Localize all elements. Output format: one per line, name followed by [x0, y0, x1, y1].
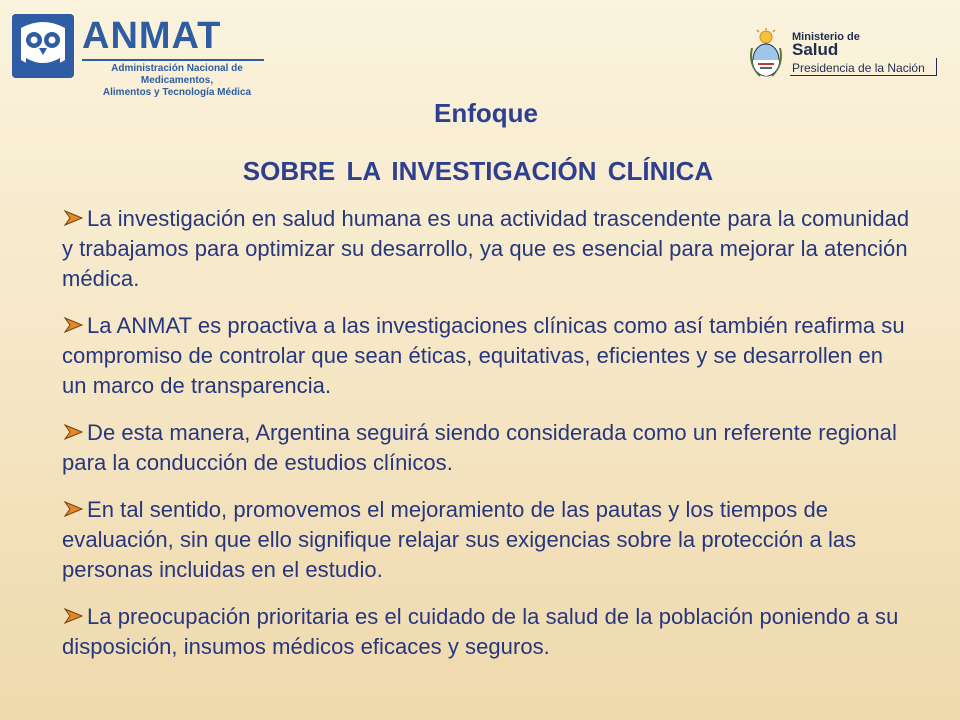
arrow-bullet-icon: [62, 500, 86, 518]
bullet-item: [62, 204, 912, 294]
anmat-owl-icon: [12, 14, 74, 78]
ministerio-line1: Ministerio de: [792, 31, 860, 43]
bullet-item: [62, 311, 912, 401]
ministerio-divider: [790, 75, 936, 76]
slide-title: Enfoque: [434, 98, 538, 128]
anmat-subtitle-line2: Alimentos y Tecnología Médica: [102, 87, 252, 98]
bullet-text: La preocupación prioritaria es el cuidado de la salud de la población poniendo a su disposición, insumos médicos eficaces y seguros.: [62, 604, 899, 659]
ministerio-vertical-divider: [936, 58, 937, 76]
anmat-subtitle-line1: Administración Nacional de Medicamentos,: [111, 63, 243, 86]
bullet-text: De esta manera, Argentina seguirá siendo considerada como un referente regional para la conducción de estudios clínicos.: [62, 420, 897, 475]
slide-subtitle: SOBRE LA INVESTIGACIÓN CLÍNICA: [242, 156, 714, 186]
anmat-divider: [82, 59, 264, 61]
bullet-text: La investigación en salud humana es una actividad trascendente para la comunidad y trabajamos para optimizar su desarrollo, ya que es esencial para mejorar la atención médica.: [62, 206, 910, 291]
anmat-subtitle: [82, 63, 272, 99]
anmat-wordmark: ANMAT: [82, 15, 222, 57]
arrow-bullet-icon: [62, 316, 86, 334]
bullet-item: [62, 602, 912, 662]
bullet-item: [62, 418, 912, 478]
ministerio-line2: Salud: [792, 40, 839, 59]
anmat-logo: [12, 14, 262, 98]
coat-of-arms-icon: [746, 28, 786, 85]
bullet-text: En tal sentido, promovemos el mejoramiento de las pautas y los tiempos de evaluación, sin que ello signifique relajar sus exigencias sobre la protección a las personas incluidas en el estudio.: [62, 497, 857, 582]
arrow-bullet-icon: [62, 607, 86, 625]
bullet-text: La ANMAT es proactiva a las investigaciones clínicas como así también reafirma su compromiso de controlar que sean éticas, equitativas, eficientes y se desarrollen en un marco de transparencia.: [62, 313, 905, 398]
ministerio-logo: [746, 28, 941, 80]
bullet-list: [62, 204, 912, 679]
arrow-bullet-icon: [62, 209, 86, 227]
bullet-item: [62, 495, 912, 585]
ministerio-line3: Presidencia de la Nación: [792, 61, 925, 75]
arrow-bullet-icon: [62, 423, 86, 441]
